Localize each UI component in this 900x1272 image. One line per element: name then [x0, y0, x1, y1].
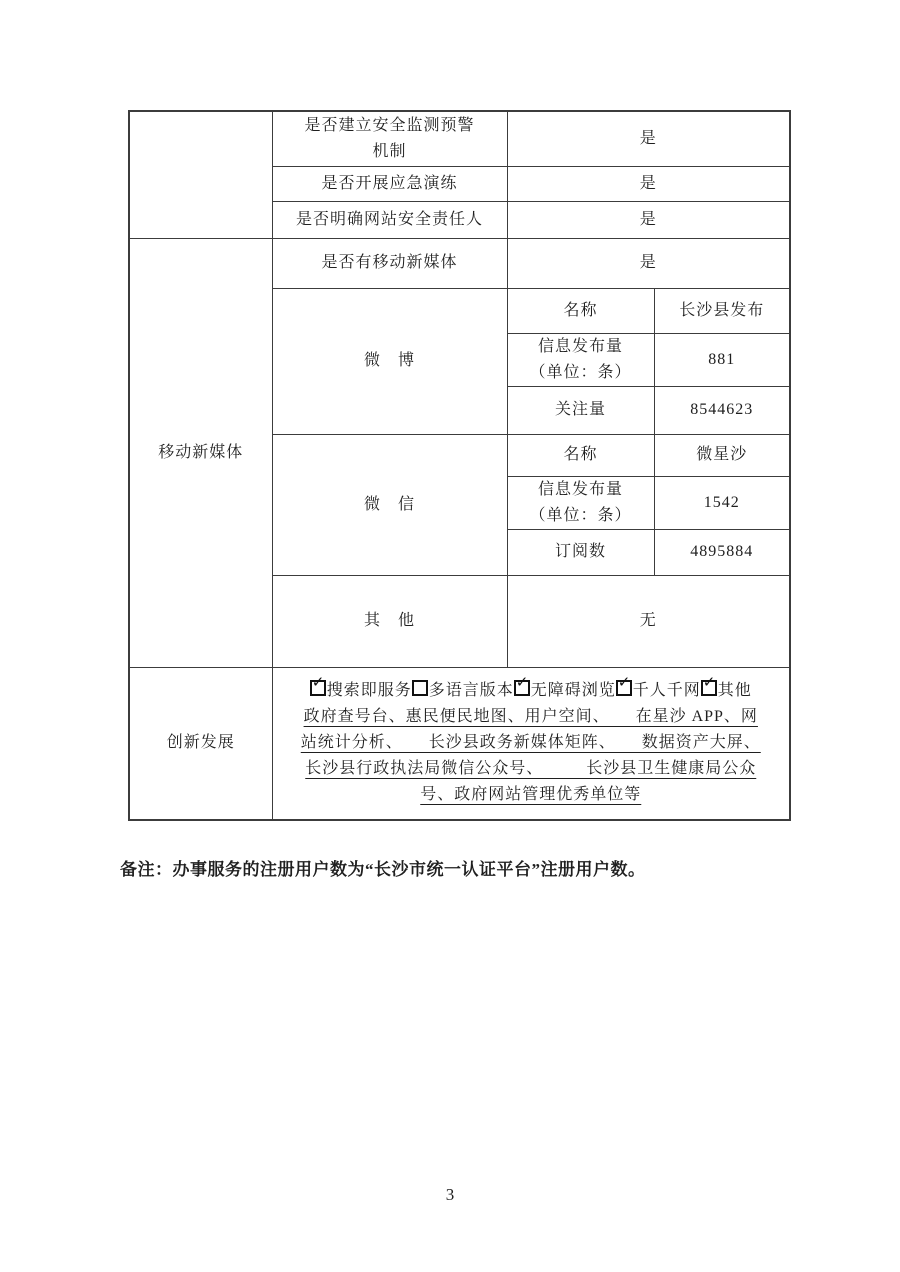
innovation-option: [310, 682, 412, 699]
security-row-value: 是: [507, 111, 790, 166]
security-row-value: 是: [507, 201, 790, 238]
innovation-option-label: 千人千网: [632, 682, 701, 700]
wechat-volume-label-line2: （单位：条）: [529, 506, 632, 524]
innovation-option: [412, 682, 514, 699]
wechat-group-label: 微 信: [272, 434, 507, 575]
innovation-option-label: 无障碍浏览: [530, 682, 616, 700]
other-media-value: 无: [507, 575, 790, 667]
innovation-option: [616, 682, 701, 699]
innovation-option-label: 其他: [717, 682, 752, 700]
section-label-innovation: 创新发展: [129, 667, 272, 820]
weibo-volume-label-line1: 信息发布量: [537, 337, 623, 355]
checkbox-checked-icon[interactable]: [616, 680, 632, 696]
has-mobile-media-value: 是: [507, 238, 790, 288]
wechat-subscribers-label: 订阅数: [507, 529, 654, 575]
innovation-other-line: 政府查号台、惠民便民地图、用户空间、 在星沙 APP、网: [303, 708, 758, 726]
security-row-value: 是: [507, 166, 790, 201]
innovation-option-label: 多语言版本: [428, 682, 514, 700]
innovation-other-lines: [273, 704, 790, 808]
security-row-label: 是否开展应急演练: [272, 166, 507, 201]
innovation-other-line: 站统计分析、 长沙县政务新媒体矩阵、 数据资产大屏、: [300, 734, 761, 752]
weibo-group-label: 微 博: [272, 288, 507, 434]
weibo-volume-label: [507, 333, 654, 386]
wechat-volume-label: [507, 476, 654, 529]
wechat-name-value: 微星沙: [654, 434, 790, 476]
weibo-followers-label: 关注量: [507, 386, 654, 434]
innovation-options: [273, 678, 790, 704]
security-row-label-line1: 是否建立安全监测预警: [304, 116, 475, 134]
security-row-label: [272, 111, 507, 166]
checkbox-checked-icon[interactable]: [514, 680, 530, 696]
section-label-cell-empty: [129, 111, 272, 238]
has-mobile-media-label: 是否有移动新媒体: [272, 238, 507, 288]
section-label-mobile-media: 移动新媒体: [129, 238, 272, 667]
weibo-volume-label-line2: （单位：条）: [529, 363, 632, 381]
annual-report-table: [128, 110, 791, 821]
wechat-volume-label-line1: 信息发布量: [537, 480, 623, 498]
page-number: 3: [445, 1185, 455, 1204]
weibo-volume-value: 881: [654, 333, 790, 386]
wechat-subscribers-value: 4895884: [654, 529, 790, 575]
innovation-option: [701, 682, 752, 699]
wechat-name-label: 名称: [507, 434, 654, 476]
innovation-other-line: 长沙县行政执法局微信公众号、 长沙县卫生健康局公众: [305, 760, 757, 778]
other-media-group-label: 其 他: [272, 575, 507, 667]
innovation-option-label: 搜索即服务: [326, 682, 412, 700]
security-row-label-line2: 机制: [372, 142, 407, 160]
checkbox-unchecked-icon[interactable]: [412, 680, 428, 696]
weibo-name-value: 长沙县发布: [654, 288, 790, 333]
innovation-other-line: 号、政府网站管理优秀单位等: [420, 786, 642, 804]
security-row-label: 是否明确网站安全责任人: [272, 201, 507, 238]
innovation-cell: [272, 667, 790, 820]
checkbox-checked-icon[interactable]: [310, 680, 326, 696]
remark-note: 备注：办事服务的注册用户数为“长沙市统一认证平台”注册用户数。: [120, 860, 646, 879]
weibo-name-label: 名称: [507, 288, 654, 333]
checkbox-checked-icon[interactable]: [701, 680, 717, 696]
innovation-option: [514, 682, 616, 699]
wechat-volume-value: 1542: [654, 476, 790, 529]
weibo-followers-value: 8544623: [654, 386, 790, 434]
